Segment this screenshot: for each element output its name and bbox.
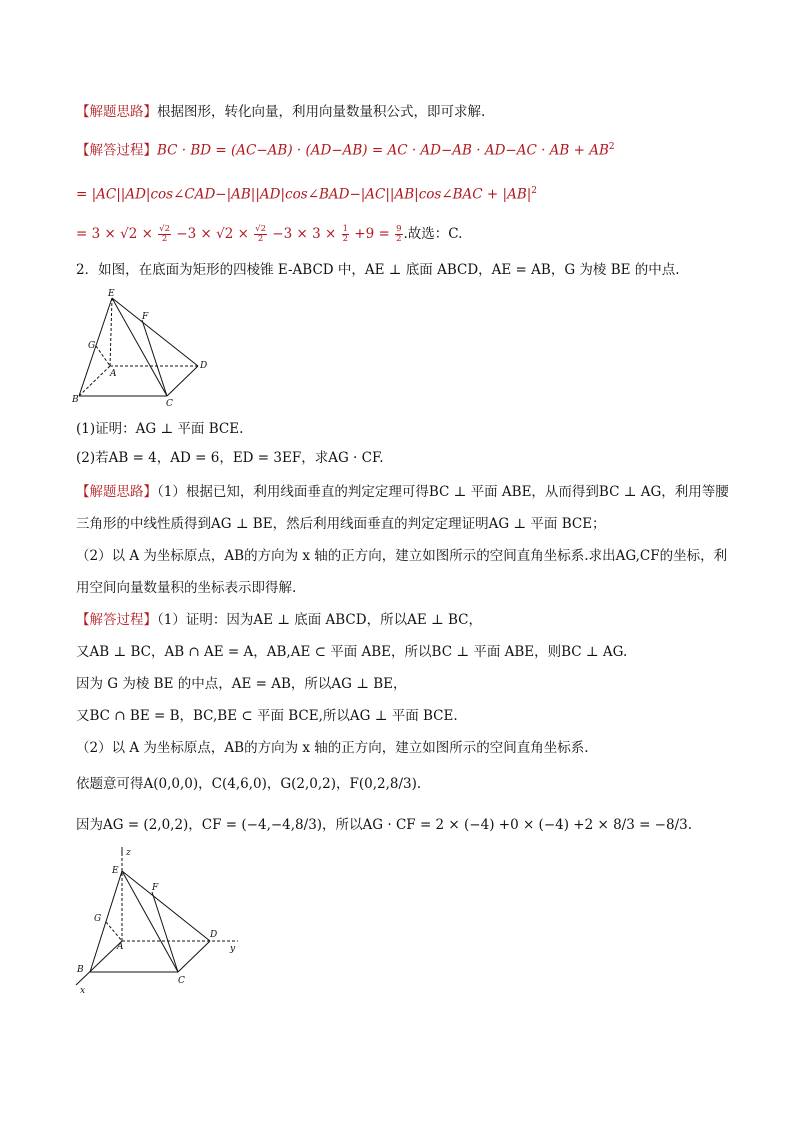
label-B-2: B (77, 965, 84, 975)
label-E-2: E (112, 866, 119, 876)
label-B: B (72, 395, 79, 405)
solution-line-2 (76, 181, 537, 205)
solution-line-3 (76, 224, 462, 244)
axis-label-z: z (126, 848, 131, 858)
proof-line-3: 因为 G 为棱 BE 的中点，AE = AB，所以AG ⊥ BE， (76, 676, 407, 692)
label-F: F (142, 312, 149, 322)
hint2-line-4: 用空间向量数量积的坐标表示即得解. (76, 580, 297, 596)
question-2-part-1: (1)证明：AG ⊥ 平面 BCE. (76, 421, 244, 437)
hint2-line-3: （2）以 A 为坐标原点，AB的方向为 x 轴的正方向，建立如图所示的空间直角坐标系.求出AG,CF的坐标，利 (76, 548, 728, 564)
eq3-part-a: = 3 × √2 × (76, 226, 158, 242)
label-G-2: G (94, 914, 102, 924)
hint2-line-1 (76, 482, 729, 502)
hint2-text-1: （1）根据已知，利用线面垂直的判定定理可得BC ⊥ 平面 ABE，从而得到BC ⊥ AG，利用等腰 (157, 484, 729, 500)
hint-line-1 (76, 102, 485, 122)
fraction-1-over-2: $\frac{1}{2}$ (342, 224, 348, 244)
proof-text-1: （1）证明：因为AE ⊥ 底面 ABCD，所以AE ⊥ BC， (157, 612, 482, 628)
solution-eq-2: = |AC||AD|cos∠CAD−|AB||AD|cos∠BAD−|AC||AB|cos∠BAC + |AB| (76, 186, 532, 203)
solution-eq-1: BC · BD = (AC−AB) · (AD−AB) = AC · AD−AB · AD−AC · AB + AB (157, 142, 609, 159)
label-A-2: A (117, 942, 124, 952)
proof-tag: 【解答过程】 (76, 612, 157, 628)
superscript-2b: 2 (531, 186, 538, 196)
hint-tag: 【解题思路】 (76, 104, 157, 120)
hint-text: 根据图形，转化向量，利用向量数量积公式，即可求解. (157, 104, 486, 120)
axis-label-y: y (230, 944, 236, 954)
hint2-tag: 【解题思路】 (76, 484, 157, 500)
question-2-part-2: (2)若AB = 4，AD = 6，ED = 3EF，求AG · CF. (76, 450, 384, 466)
proof-line-1 (76, 610, 482, 630)
label-G: G (88, 341, 96, 351)
eq3-answer: .故选：C. (403, 226, 463, 242)
solution-tag: 【解答过程】 (76, 142, 157, 159)
eq3-part-c: −3 × 3 × (268, 226, 341, 242)
proof-line-5: （2）以 A 为坐标原点，AB的方向为 x 轴的正方向，建立如图所示的空间直角坐标系. (76, 740, 589, 756)
eq3-part-b: −3 × √2 × (172, 226, 254, 242)
fraction-9-over-2: $\frac{9}{2}$ (396, 224, 402, 244)
pyramid-figure-2 (70, 845, 250, 995)
pyramid-figure-1 (70, 286, 220, 411)
label-C-2: C (178, 976, 185, 986)
fraction-sqrt2-over-2: $\frac{√2}{2}$ (159, 224, 170, 244)
hint2-line-2: 三角形的中线性质得到AG ⊥ BE，然后利用线面垂直的判定定理证明AG ⊥ 平面 BCE； (76, 516, 606, 532)
proof-line-6: 依题意可得A(0,0,0)，C(4,6,0)，G(2,0,2)，F(0,2,8/3). (76, 776, 422, 792)
superscript-2: 2 (608, 142, 615, 152)
proof-line-7: 因为AG = (2,0,2)，CF = (−4,−4,8/3)，所以AG · CF = 2 × (−4) +0 × (−4) +2 × 8/3 = −8/3. (76, 817, 693, 833)
fraction-sqrt2-over-2b: $\frac{√2}{2}$ (255, 224, 266, 244)
eq3-part-d: +9 = (350, 226, 395, 242)
proof-line-2: 又AB ⊥ BC，AB ∩ AE = A，AB,AE ⊂ 平面 ABE，所以BC ⊥ 平面 ABE，则BC ⊥ AG. (76, 644, 628, 660)
question-2: 2．如图，在底面为矩形的四棱锥 E-ABCD 中，AE ⊥ 底面 ABCD，AE = AB，G 为棱 BE 的中点. (76, 262, 680, 278)
axis-label-x: x (80, 986, 86, 995)
solution-line-1 (76, 137, 615, 161)
label-A: A (110, 369, 117, 379)
label-C: C (166, 399, 173, 409)
label-E: E (108, 289, 115, 299)
proof-line-4: 又BC ∩ BE = B，BC,BE ⊂ 平面 BCE,所以AG ⊥ 平面 BCE. (76, 708, 458, 724)
label-D: D (200, 361, 208, 371)
label-F-2: F (152, 883, 159, 893)
label-D-2: D (210, 930, 218, 940)
